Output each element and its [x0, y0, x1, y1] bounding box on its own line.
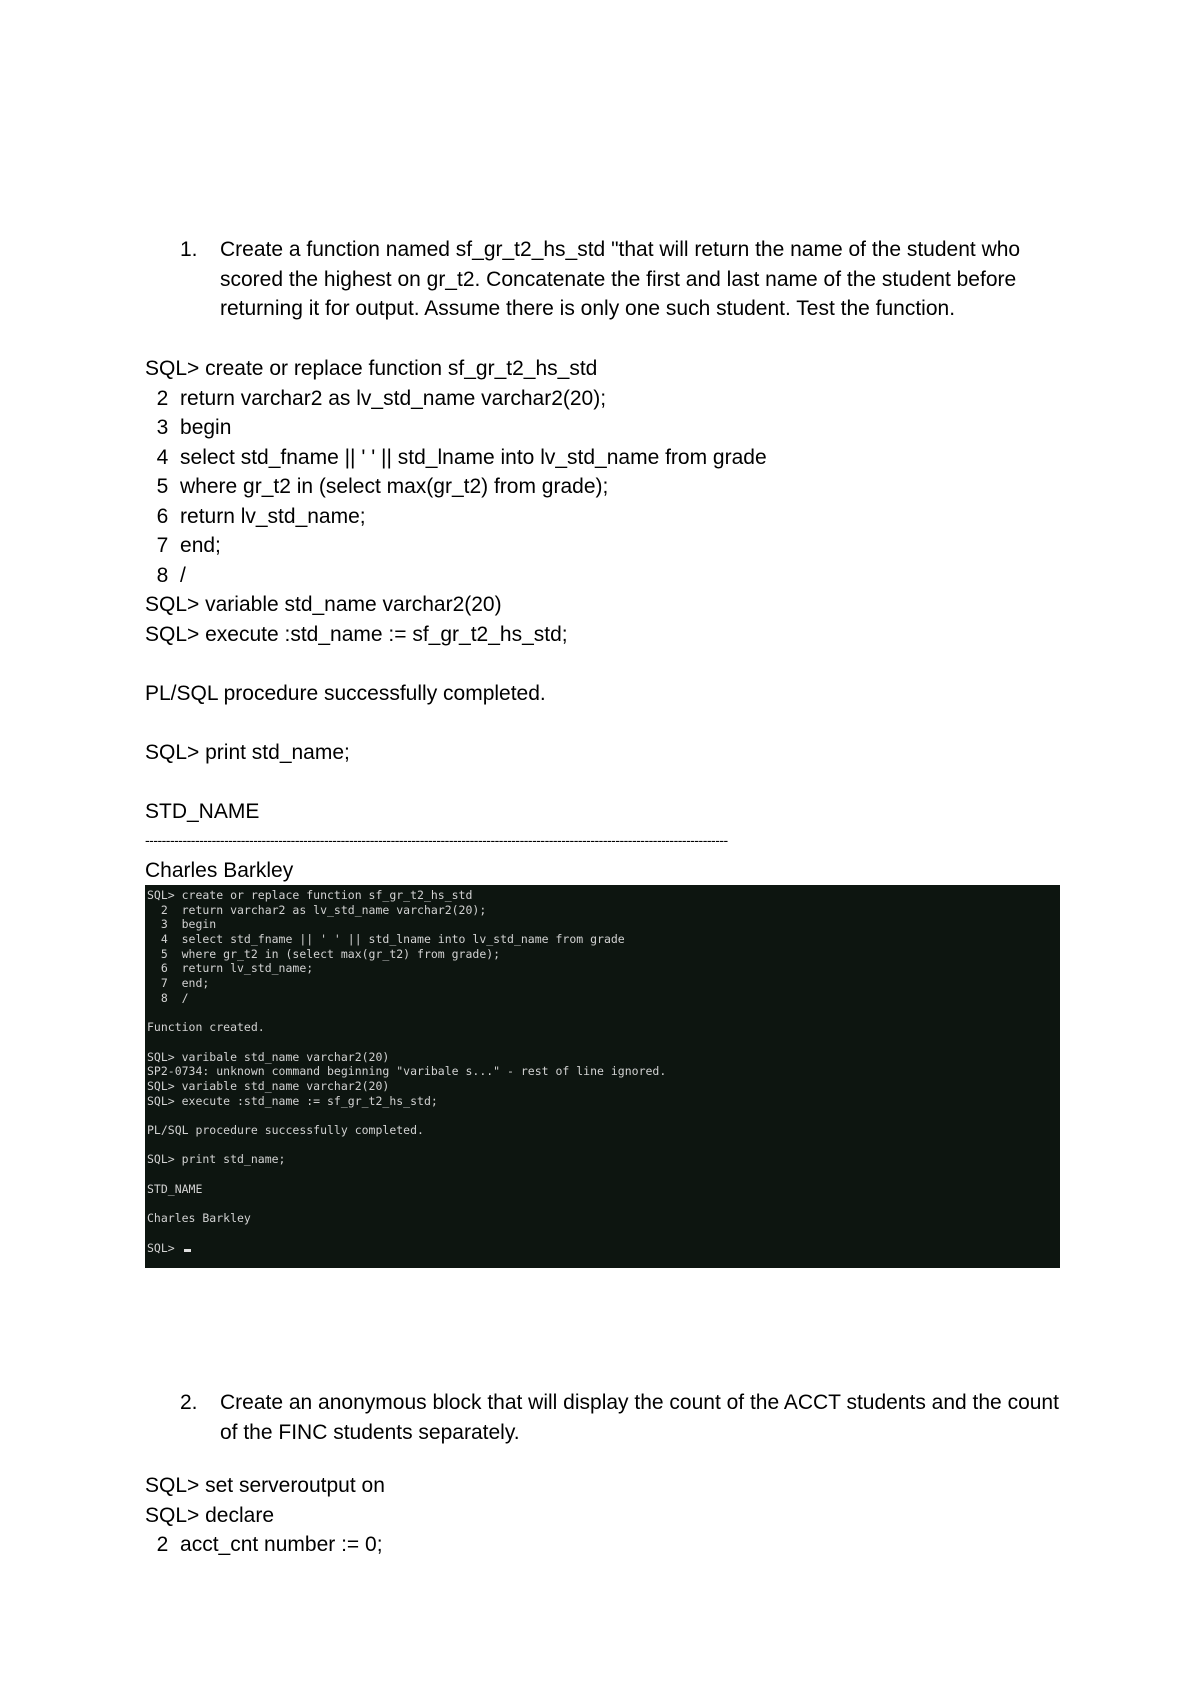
question-2-number: 2.: [180, 1391, 198, 1414]
terminal-line: STD_NAME: [147, 1181, 203, 1196]
terminal-line: [147, 1108, 1060, 1123]
query-result: Charles Barkley: [145, 858, 294, 882]
terminal-line: [147, 1226, 1060, 1241]
terminal-line: [147, 1035, 1060, 1050]
terminal-line: 6 return lv_std_name;: [147, 961, 314, 976]
code-line: 4 select std_fname || ' ' || std_lname into lv_std_name from grade: [145, 445, 767, 469]
terminal-prompt-line[interactable]: [147, 1241, 1060, 1256]
code-line: 2 return varchar2 as lv_std_name varchar2(20);: [145, 386, 607, 410]
question-2-text: Create an anonymous block that will display the count of the ACCT students and the count of the FINC students separately.: [220, 1391, 1059, 1444]
terminal-screenshot: [145, 885, 1060, 1268]
code-line: 6 return lv_std_name;: [145, 504, 366, 528]
question-2: [180, 1388, 1060, 1447]
code-line: SQL> create or replace function sf_gr_t2_hs_std: [145, 357, 598, 380]
code-line: SQL> set serveroutput on: [145, 1474, 385, 1497]
terminal-line: 2 return varchar2 as lv_std_name varchar2(20);: [147, 902, 487, 917]
code-line: 7 end;: [145, 534, 221, 557]
code-line: 8 /: [145, 563, 186, 587]
terminal-prompt: SQL>: [147, 1240, 175, 1255]
terminal-line: Charles Barkley: [147, 1211, 251, 1226]
code-line: 2 acct_cnt number := 0;: [145, 1533, 383, 1556]
terminal-line: 8 /: [147, 990, 189, 1005]
terminal-line: PL/SQL procedure successfully completed.: [147, 1123, 424, 1137]
terminal-line: SP2-0734: unknown command beginning "varibale s..." - rest of line ignored.: [147, 1064, 667, 1079]
column-header: STD_NAME: [145, 799, 260, 823]
terminal-line: [147, 1167, 1060, 1182]
terminal-line: Function created.: [147, 1020, 265, 1035]
terminal-line: [147, 1006, 1060, 1021]
terminal-line: 3 begin: [147, 917, 217, 932]
code-line: SQL> variable std_name varchar2(20): [145, 593, 502, 616]
question-1-number: 1.: [180, 238, 198, 261]
terminal-line: SQL> create or replace function sf_gr_t2_hs_std: [147, 888, 473, 902]
terminal-line: [147, 1196, 1060, 1211]
terminal-line: 5 where gr_t2 in (select max(gr_t2) from grade);: [147, 946, 501, 961]
question-1-text: Create a function named sf_gr_t2_hs_std "that will return the name of the student who scored the highest on gr_t2. Concatenate the first and last name of the student before returning it for output. Assume there is only one such student. Test the function.: [220, 238, 1021, 320]
completion-message: PL/SQL procedure successfully completed.: [145, 681, 546, 705]
code-line: 5 where gr_t2 in (select max(gr_t2) from grade);: [145, 475, 609, 498]
terminal-line: SQL> varibale std_name varchar2(20): [147, 1049, 390, 1064]
spacer: [145, 649, 1065, 679]
terminal-line: SQL> execute :std_name := sf_gr_t2_hs_std;: [147, 1093, 438, 1108]
column-separator: --------------------------------------------------------------------------------------------------------------------------------------------: [145, 832, 728, 848]
code-line: SQL> declare: [145, 1503, 274, 1527]
print-command: SQL> print std_name;: [145, 740, 350, 764]
cursor-icon: [184, 1249, 191, 1252]
terminal-line: 7 end;: [147, 976, 210, 991]
terminal-line: 4 select std_fname || ' ' || std_lname into lv_std_name from grade: [147, 932, 625, 947]
answer-1: [145, 354, 1065, 885]
terminal-line: SQL> variable std_name varchar2(20): [147, 1078, 390, 1093]
terminal-line: SQL> print std_name;: [147, 1152, 286, 1167]
code-line: SQL> execute :std_name := sf_gr_t2_hs_std;: [145, 622, 568, 646]
terminal-line: [147, 1138, 1060, 1153]
spacer: [145, 708, 1065, 738]
question-1: [180, 235, 1060, 324]
spacer: [145, 767, 1065, 797]
code-line: 3 begin: [145, 416, 232, 439]
answer-2: [145, 1471, 1065, 1560]
